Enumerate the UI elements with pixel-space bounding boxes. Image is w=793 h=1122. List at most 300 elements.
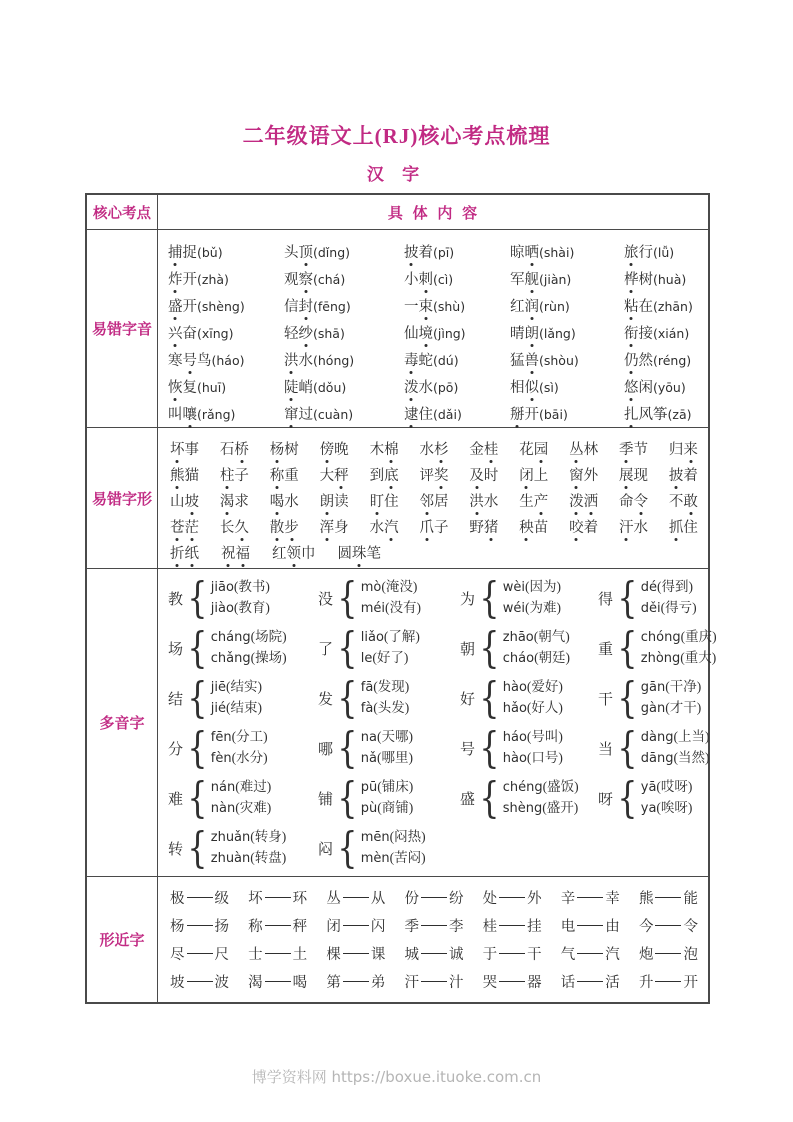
hanzi-char: 水	[483, 493, 499, 510]
header-specific-content: 具 体 内 容	[387, 205, 481, 222]
hanzi-char: 子	[234, 467, 249, 484]
hanzi-char: 木	[369, 441, 385, 458]
polyphone-char: 铺	[318, 791, 334, 808]
example-word: (头发)	[373, 700, 410, 715]
brace-glyph: {	[479, 773, 500, 823]
hanzi-char: 舰	[525, 268, 540, 289]
hanzi-char: 捉	[182, 245, 197, 261]
pair-left-char: 今	[638, 918, 654, 935]
pinyin-entry	[284, 322, 404, 343]
hanzi-char: 峭	[298, 380, 313, 396]
pinyin-text: mèn	[360, 851, 390, 866]
example-word: (得亏)	[660, 600, 697, 615]
pinyin-text: na	[360, 729, 377, 745]
brace-glyph: {	[187, 573, 208, 623]
hanzi-char: 然	[638, 353, 653, 369]
pinyin-entry	[284, 268, 404, 289]
pair-dash	[499, 897, 525, 898]
brace-glyph: {	[617, 673, 638, 723]
similar-chars-grid	[158, 877, 708, 1002]
pair-left-char: 于	[482, 946, 498, 963]
pinyin-entry	[284, 295, 404, 316]
polyphone-readings	[641, 677, 701, 719]
hanzi-char: 大	[319, 467, 335, 484]
hanzi-word	[404, 353, 433, 369]
polyphone-reading	[361, 677, 410, 698]
hanzi-char: 盛	[168, 295, 183, 316]
pinyin-entry	[510, 295, 624, 316]
hanzi-char: 悠	[624, 376, 639, 397]
example-word: (灾难)	[235, 800, 272, 815]
polyphone-reading	[211, 627, 287, 648]
hanzi-char: 着	[418, 245, 433, 261]
polyphone-reading	[211, 748, 268, 769]
word-entry	[270, 490, 299, 511]
hanzi-word	[168, 245, 197, 261]
pinyin-text: (cuàn)	[313, 407, 354, 422]
polyphone-reading	[361, 798, 414, 819]
pinyin-text: zhuǎn	[210, 829, 251, 845]
polyphone-group	[168, 573, 318, 623]
polyphone-reading	[361, 777, 414, 798]
hanzi-char: 苗	[533, 519, 549, 536]
example-word: (结实)	[225, 678, 262, 694]
hanzi-char: 嚷	[183, 403, 198, 424]
hanzi-char: 节	[633, 441, 649, 458]
hanzi-char: 复	[182, 380, 197, 396]
hanzi-word	[510, 326, 539, 342]
pair-right-char: 课	[370, 946, 386, 963]
hanzi-char: 桂	[484, 438, 499, 459]
pinyin-entry	[168, 295, 284, 316]
brace-glyph: {	[187, 673, 208, 723]
brace-glyph: {	[337, 673, 358, 723]
polyphone-reading	[211, 727, 268, 748]
hanzi-char: 窜	[284, 403, 299, 424]
polyphone-readings	[361, 827, 426, 869]
hanzi-char: 现	[633, 467, 649, 484]
hanzi-char: 蛇	[418, 353, 433, 369]
word-entry	[469, 464, 498, 485]
pair-dash	[265, 953, 291, 954]
hanzi-char: 渴	[220, 490, 235, 511]
word-entry	[519, 438, 548, 459]
polyphone-char: 为	[460, 591, 476, 608]
example-word: (朝廷)	[534, 650, 571, 665]
hanzi-char: 洪	[284, 349, 299, 370]
polyphone-group	[318, 823, 460, 873]
pinyin-entry	[404, 349, 510, 370]
polyphone-reading	[503, 798, 579, 819]
hanzi-char: 读	[334, 493, 349, 510]
word-line	[168, 513, 700, 539]
pinyin-text: (pī)	[433, 245, 455, 260]
pinyin-text: jié	[210, 701, 226, 716]
hanzi-word	[510, 245, 539, 261]
polyphone-reading	[361, 577, 421, 598]
brace-glyph: {	[479, 673, 500, 723]
pair-left-char: 话	[560, 974, 576, 991]
hanzi-char: 命	[619, 493, 634, 510]
hanzi-char: 石	[219, 441, 235, 458]
word-entry	[569, 490, 598, 511]
char-pair	[170, 887, 229, 908]
hanzi-word	[270, 494, 299, 510]
hanzi-char: 晴	[510, 326, 525, 342]
hanzi-char: 身	[334, 519, 349, 536]
brace-glyph: {	[617, 723, 638, 773]
polyphone-group	[168, 723, 318, 773]
example-word: (场院)	[250, 628, 287, 644]
hanzi-word	[519, 468, 548, 484]
pinyin-entry	[284, 376, 404, 397]
pinyin-text: (shù)	[433, 299, 466, 314]
pair-left-char: 棵	[326, 946, 341, 963]
page-subtitle: 汉 字	[366, 165, 427, 184]
pinyin-text: (hóng)	[313, 353, 355, 368]
pair-left-char: 气	[560, 946, 576, 963]
pinyin-entry	[404, 295, 510, 316]
polyphone-group	[460, 773, 598, 823]
polyphone-char: 盛	[460, 791, 476, 808]
word-entry	[370, 490, 399, 511]
example-word: (好了)	[372, 650, 409, 665]
polyphone-group	[318, 623, 460, 673]
pinyin-text: (xián)	[653, 326, 690, 341]
hanzi-word	[270, 520, 299, 536]
pair-right-char: 李	[448, 918, 464, 935]
pinyin-text: jiào	[210, 601, 234, 616]
polyphone-line	[168, 773, 717, 823]
word-entry	[669, 490, 698, 511]
hanzi-char: 领	[287, 542, 302, 563]
hanzi-word	[168, 272, 197, 288]
hanzi-char: 祝	[221, 542, 236, 563]
word-entry	[519, 490, 548, 511]
hanzi-word	[404, 299, 433, 315]
hanzi-char: 事	[184, 441, 199, 458]
char-pair	[639, 971, 698, 992]
hanzi-char: 鸟	[197, 353, 212, 369]
pinyin-entry	[168, 403, 284, 424]
polyphone-group	[168, 673, 318, 723]
hanzi-char: 衔	[624, 322, 639, 343]
pair-right-char: 尺	[214, 946, 229, 963]
hanzi-word	[519, 520, 548, 536]
hanzi-word	[624, 353, 653, 369]
polyphone-reading	[361, 627, 420, 648]
pair-line	[168, 939, 700, 967]
char-pair	[404, 971, 463, 992]
polyphone-group	[598, 573, 717, 623]
pinyin-text: fèn	[210, 751, 232, 766]
hanzi-char: 陡	[284, 376, 299, 397]
hanzi-char: 朗	[320, 490, 335, 511]
hanzi-word	[404, 272, 433, 288]
pinyin-line	[168, 292, 700, 319]
pair-right-char: 令	[683, 918, 698, 935]
pair-left-char: 坏	[248, 890, 263, 907]
pinyin-text: (zhān)	[653, 299, 693, 314]
word-entry	[370, 464, 399, 485]
hanzi-char: 喝	[270, 490, 285, 511]
brace-glyph: {	[337, 573, 358, 623]
polyphone-line	[168, 623, 717, 673]
hanzi-char: 境	[419, 322, 434, 343]
hanzi-char: 一	[404, 299, 419, 315]
pair-right-char: 土	[292, 946, 308, 963]
hanzi-word	[404, 407, 433, 423]
hanzi-char: 毒	[404, 349, 419, 370]
hanzi-word	[220, 520, 249, 536]
hanzi-char: 风	[638, 407, 653, 423]
pinyin-text: chéng	[502, 779, 543, 795]
polyphone-reading	[361, 727, 413, 748]
word-entry	[270, 516, 299, 537]
hanzi-word	[270, 442, 299, 458]
polyphone-char: 好	[460, 691, 476, 708]
hanzi-char: 仍	[624, 349, 639, 370]
polyphone-readings	[641, 727, 710, 769]
word-entry	[220, 490, 249, 511]
polyphone-char: 干	[598, 691, 614, 708]
hanzi-word	[320, 442, 349, 458]
polyphone-readings	[211, 627, 287, 669]
brace-glyph: {	[187, 773, 208, 823]
word-entry	[569, 438, 598, 459]
word-entry	[170, 438, 199, 459]
pinyin-entry	[284, 241, 404, 262]
hanzi-word	[419, 494, 448, 510]
pair-right-char: 幸	[605, 890, 620, 907]
pinyin-text: méi	[360, 601, 386, 616]
word-entry	[272, 542, 316, 563]
char-pair	[248, 887, 307, 908]
pair-left-char: 渴	[248, 974, 263, 991]
hanzi-char: 号	[183, 349, 198, 370]
hanzi-char: 柱	[220, 464, 235, 485]
polyphone-char: 结	[168, 691, 184, 708]
hanzi-char: 林	[583, 441, 599, 458]
word-entry	[370, 438, 399, 459]
hanzi-char: 久	[234, 516, 249, 537]
hanzi-char: 住	[418, 407, 433, 423]
hanzi-char: 归	[668, 441, 684, 458]
hanzi-word	[669, 494, 698, 510]
polyphone-readings	[641, 627, 717, 669]
char-pair	[483, 943, 542, 964]
hanzi-char: 折	[170, 542, 185, 563]
word-line	[168, 539, 700, 565]
pinyin-line	[168, 400, 700, 427]
hanzi-word	[220, 468, 249, 484]
char-pair	[326, 915, 385, 936]
pair-dash	[421, 925, 447, 926]
example-word: (哎呀)	[656, 778, 693, 794]
hanzi-char: 寒	[168, 353, 183, 369]
hanzi-char: 长	[219, 519, 235, 536]
row-polyphonic-chars	[87, 569, 717, 877]
hanzi-word	[284, 407, 313, 423]
pair-right-char: 泡	[683, 946, 698, 963]
polyphone-reading	[503, 698, 563, 719]
hanzi-char: 桥	[234, 438, 249, 459]
hanzi-char: 披	[404, 241, 419, 262]
hanzi-char: 炸	[168, 268, 183, 289]
polyphone-group	[168, 773, 318, 823]
word-entry	[221, 542, 250, 563]
example-word: (才干)	[665, 700, 702, 715]
pinyin-text: pū	[360, 779, 378, 795]
brace-glyph: {	[187, 623, 208, 673]
hanzi-char: 奋	[182, 326, 197, 342]
table-header-row	[87, 195, 708, 230]
pinyin-entry	[624, 268, 700, 289]
polyphone-readings	[503, 627, 570, 669]
hanzi-char: 子	[433, 519, 449, 536]
pinyin-text: zhāo	[502, 629, 534, 645]
hanzi-word	[404, 380, 433, 396]
word-entry	[320, 438, 349, 459]
example-word: (发现)	[373, 678, 410, 694]
word-line	[168, 435, 700, 461]
word-entry	[370, 516, 399, 537]
hanzi-word	[419, 468, 448, 484]
hanzi-word	[404, 326, 433, 342]
pinyin-entry	[404, 376, 510, 397]
hanzi-char: 外	[583, 467, 599, 484]
pair-right-char: 干	[527, 946, 542, 963]
hanzi-char: 开	[524, 407, 539, 423]
hanzi-char: 山	[170, 493, 185, 510]
pinyin-text: ya	[640, 801, 657, 816]
pinyin-text: (pō)	[433, 380, 459, 395]
pair-line	[168, 911, 700, 939]
hanzi-char: 仙	[404, 326, 419, 342]
pinyin-text: (zā)	[667, 407, 692, 422]
polyphone-line	[168, 823, 717, 873]
char-pair	[326, 887, 385, 908]
polyphone-reading	[211, 598, 270, 619]
word-entry	[519, 464, 548, 485]
hanzi-char: 筝	[653, 407, 668, 423]
pair-left-char: 升	[638, 974, 654, 991]
label-similar-chars: 形近字	[87, 877, 158, 1002]
word-entry	[338, 542, 382, 563]
hanzi-char: 及	[469, 464, 484, 485]
polyphone-reading	[503, 677, 563, 698]
hanzi-word	[469, 494, 498, 510]
hanzi-char: 来	[683, 438, 698, 459]
polyphone-reading	[361, 598, 421, 619]
mispronounced-grid	[158, 230, 708, 427]
hanzi-char: 封	[299, 295, 314, 316]
hanzi-word	[370, 468, 399, 484]
pinyin-text: (jiàn)	[539, 272, 572, 287]
hanzi-char: 似	[525, 376, 540, 397]
hanzi-char: 水	[298, 353, 313, 369]
hanzi-word	[669, 468, 698, 484]
char-pair	[483, 887, 542, 908]
polyphone-readings	[361, 777, 414, 819]
pair-left-char: 炮	[638, 946, 654, 963]
hanzi-char: 不	[668, 493, 684, 510]
hanzi-char: 纱	[299, 322, 314, 343]
word-entry	[419, 516, 448, 537]
hanzi-char: 上	[533, 467, 549, 484]
example-word: (因为)	[525, 578, 561, 594]
hanzi-char: 苍	[170, 516, 185, 537]
word-line	[168, 461, 700, 487]
pinyin-text: (dǎi)	[433, 407, 462, 422]
hanzi-word	[510, 380, 539, 396]
pinyin-text: (sì)	[539, 380, 559, 395]
hanzi-word	[168, 326, 197, 342]
hanzi-word	[170, 494, 199, 510]
hanzi-word	[170, 442, 199, 458]
example-word: (号叫)	[526, 728, 563, 744]
pair-dash	[343, 897, 369, 898]
polyphone-char: 转	[168, 841, 184, 858]
polyphone-reading	[503, 748, 563, 769]
hanzi-char: 扎	[624, 403, 639, 424]
example-word: (商铺)	[377, 800, 414, 815]
core-points-table	[85, 193, 717, 1004]
word-entry	[320, 464, 349, 485]
char-pair	[639, 915, 698, 936]
polyphonic-grid	[158, 569, 725, 876]
word-entry	[270, 464, 299, 485]
hanzi-char: 称	[270, 464, 285, 485]
char-pair	[248, 943, 307, 964]
hanzi-char: 着	[583, 519, 599, 536]
hanzi-char: 水	[419, 441, 434, 458]
pair-right-char: 环	[292, 890, 308, 907]
hanzi-char: 咬	[569, 516, 584, 537]
hanzi-char: 朗	[525, 322, 540, 343]
example-word: (教书)	[233, 578, 270, 594]
pinyin-text: (rùn)	[539, 299, 570, 314]
pinyin-text: (huà)	[653, 272, 687, 287]
pinyin-text: (huī)	[197, 380, 227, 395]
polyphone-group	[318, 773, 460, 823]
hanzi-char: 军	[510, 272, 525, 288]
polyphone-char: 呀	[598, 791, 614, 808]
polyphone-group	[318, 573, 460, 623]
pinyin-text: hǎo	[502, 701, 527, 716]
hanzi-word	[669, 442, 698, 458]
polyphone-char: 朝	[460, 641, 476, 658]
pinyin-text: (bǔ)	[197, 245, 223, 260]
hanzi-char: 旅	[624, 241, 639, 262]
pair-dash	[655, 953, 681, 954]
pinyin-entry	[404, 403, 510, 424]
hanzi-word	[170, 546, 199, 562]
hanzi-char: 掰	[510, 403, 525, 424]
word-entry	[170, 516, 199, 537]
hanzi-word	[419, 442, 448, 458]
pair-left-char: 第	[326, 974, 341, 991]
hanzi-char: 逮	[404, 403, 419, 424]
pair-right-char: 闪	[370, 918, 386, 935]
char-pair	[326, 971, 385, 992]
row-similar-chars	[87, 877, 708, 1002]
pair-dash	[499, 953, 525, 954]
hanzi-char: 水	[418, 380, 433, 396]
hanzi-word	[619, 520, 648, 536]
hanzi-word	[320, 494, 349, 510]
pinyin-text: (shài)	[539, 245, 575, 260]
